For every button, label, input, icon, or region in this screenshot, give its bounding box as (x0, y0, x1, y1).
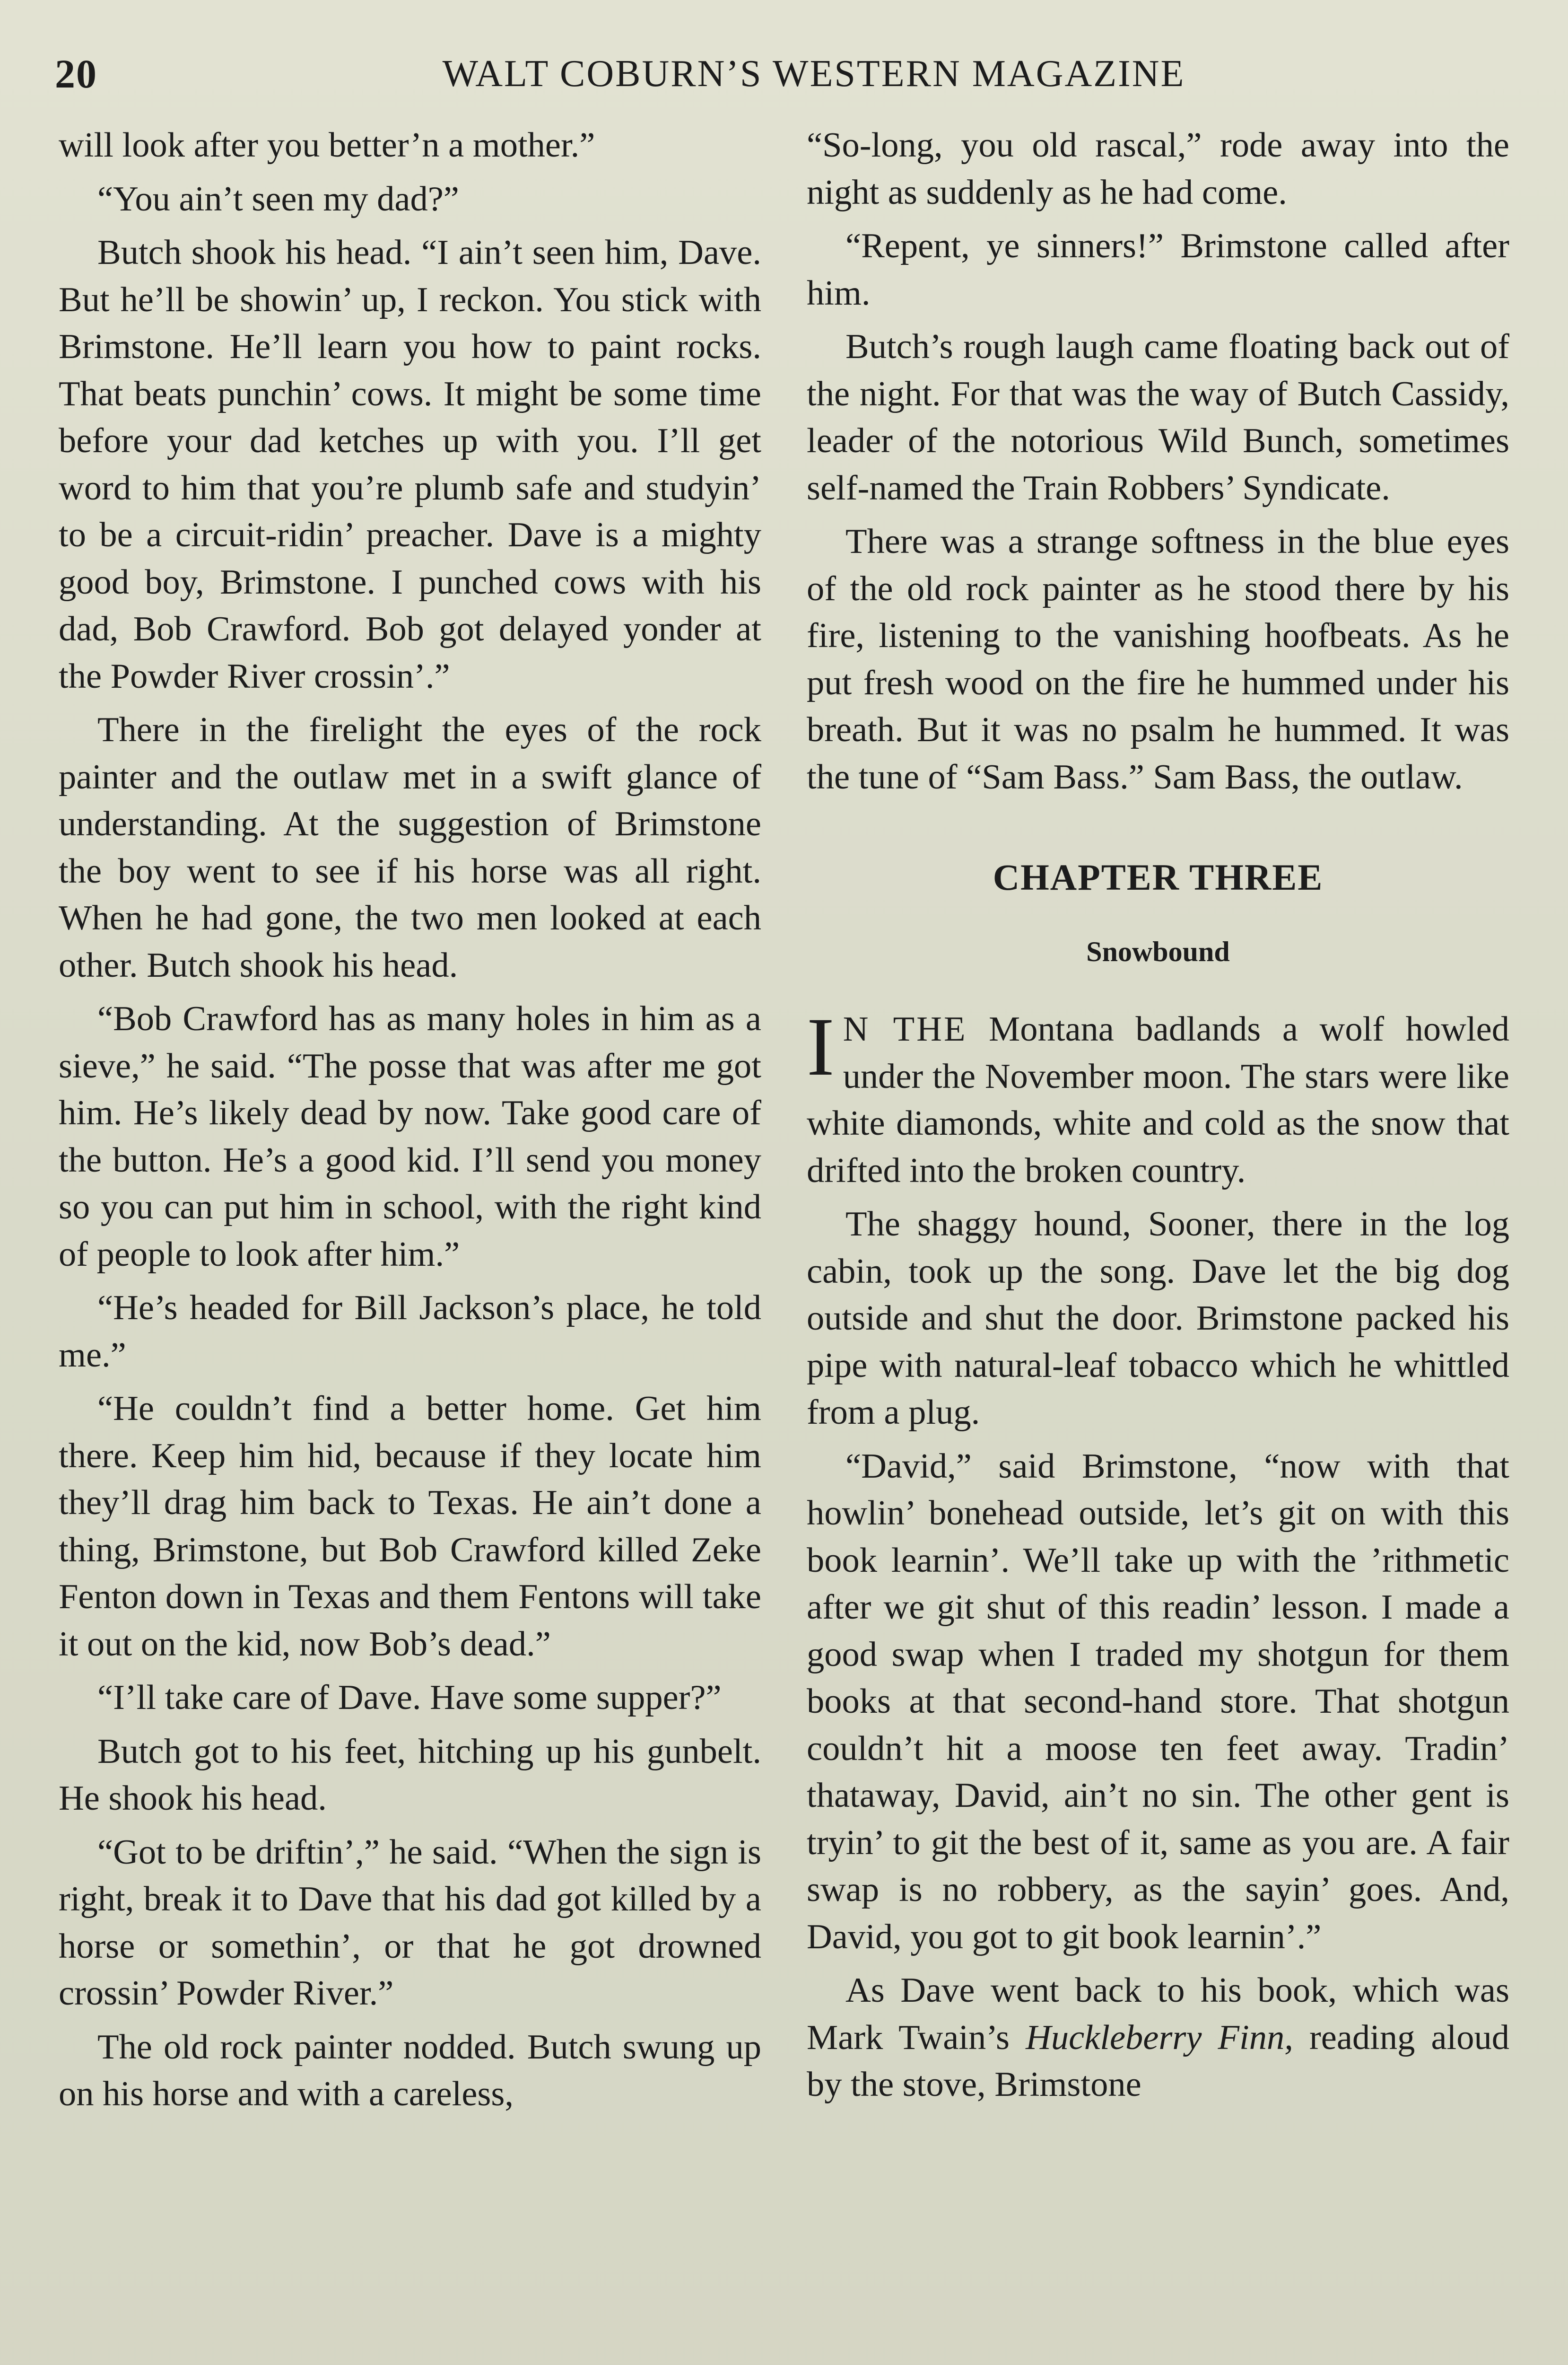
running-head: WALT COBURN’S WESTERN MAGAZINE (442, 53, 1185, 95)
paragraph: The shaggy hound, Sooner, there in the log cabin, took up the song. Dave let the big dog outside and shut the door. Brimstone packed his pipe with natural-leaf tobacco which he whittled from a plug. (807, 1205, 1509, 1432)
paragraph: “He couldn’t find a better home. Get him there. Keep him hid, because if they locate him they’ll drag him back to Texas. He ain’t done a thing, Brimstone, but Bob Crawford killed Zeke Fenton down in Texas and them Fentons will take it out on the kid, now Bob’s dead.” (59, 1389, 761, 1664)
book-title: Huckleberry Finn, (1026, 2018, 1293, 2057)
paragraph-text: reading aloud by the stove, Brimstone (807, 2018, 1509, 2104)
right-column (807, 122, 1509, 2365)
paragraph: There was a strange softness in the blue eyes of the old rock painter as he stood there by his fire, listening to the vanishing hoofbeats. As he put fresh wood on the fire he hummed under his breath. But it was no psalm he hummed. It was the tune of “Sam Bass.” Sam Bass, the outlaw. (807, 522, 1509, 797)
paragraph (807, 1967, 1509, 2109)
chapter-title: CHAPTER THREE (993, 857, 1324, 898)
paragraph: “Bob Crawford has as many holes in him as a sieve,” he said. “The posse that was after me got him. He’s likely dead by now. Take good care of the button. He’s a good kid. I’ll send you money so you can put him in school, with the right kind of people to look after him.” (59, 999, 761, 1274)
paragraph: Butch’s rough laugh came floating back out of the night. For that was the way of Butch Cassidy, leader of the notorious Wild Bunch, sometimes self-named the Train Robbers’ Syndicate. (807, 327, 1509, 508)
paragraph-text: As Dave went back to his book, which was Mark Twain’s (807, 1971, 1509, 2057)
chapter-subtitle: Snowbound (1086, 936, 1230, 967)
paragraph: “I’ll take care of Dave. Have some supper?” (97, 1678, 722, 1717)
paragraph: There in the firelight the eyes of the rock painter and the outlaw met in a swift glance of understanding. At the suggestion of Brimstone the boy went to see if his horse was all right. When he had gone, the two men looked at each other. Butch shook his head. (59, 710, 761, 985)
paragraph: “So-long, you old rascal,” rode away into the night as suddenly as he had come. (807, 126, 1509, 212)
paragraph: The old rock painter nodded. Butch swung up on his horse and with a careless, (59, 2027, 761, 2113)
paragraph: Butch got to his feet, hitching up his gunbelt. He shook his head. (59, 1732, 761, 1818)
paragraph: will look after you better’n a mother.” (59, 126, 595, 165)
dropcap-paragraph (807, 1001, 1509, 1194)
paragraph: “Repent, ye sinners!” Brimstone called after him. (807, 227, 1509, 313)
page-header (55, 47, 1464, 100)
dropcap-first-words: N THE (843, 1010, 967, 1049)
drop-cap: I (807, 1001, 835, 1093)
paragraph: Butch shook his head. “I ain’t seen him, Dave. But he’ll be showin’ up, I reckon. You stick with Brimstone. He’ll learn you how to paint rocks. That beats punchin’ cows. It might be some time before your dad ketches up with you. I’ll get word to him that you’re plumb safe and studyin’ to be a circuit-ridin’ preacher. Dave is a mighty good boy, Brimstone. I punched cows with his dad, Bob Crawford. Bob got delayed yonder at the Powder River crossin’.” (59, 233, 761, 696)
dropcap-paragraph-text: Montana badlands a wolf howled under the November moon. The stars were like white diamonds, white and cold as the snow that drifted into the broken country. (807, 1010, 1509, 1190)
paragraph: “You ain’t seen my dad?” (97, 179, 459, 219)
paragraph: “He’s headed for Bill Jackson’s place, he told me.” (59, 1288, 761, 1375)
page-number: 20 (55, 51, 97, 96)
left-column (59, 122, 761, 2365)
paragraph: “David,” said Brimstone, “now with that howlin’ bonehead outside, let’s git on with this book learnin’. We’ll take up with the ’rithmetic after we git shut of this readin’ lesson. I made a good swap when I traded my shotgun for them books at that second-hand store. That shotgun couldn’t hit a moose ten feet away. Tradin’ thataway, David, ain’t no sin. The other gent is tryin’ to git the best of it, same as you are. A fair swap is no robbery, as the sayin’ goes. And, David, you got to git book learnin’.” (807, 1446, 1509, 1956)
paragraph: “Got to be driftin’,” he said. “When the sign is right, break it to Dave that his dad got killed by a horse or somethin’, or that he got drowned crossin’ Powder River.” (59, 1832, 761, 2013)
